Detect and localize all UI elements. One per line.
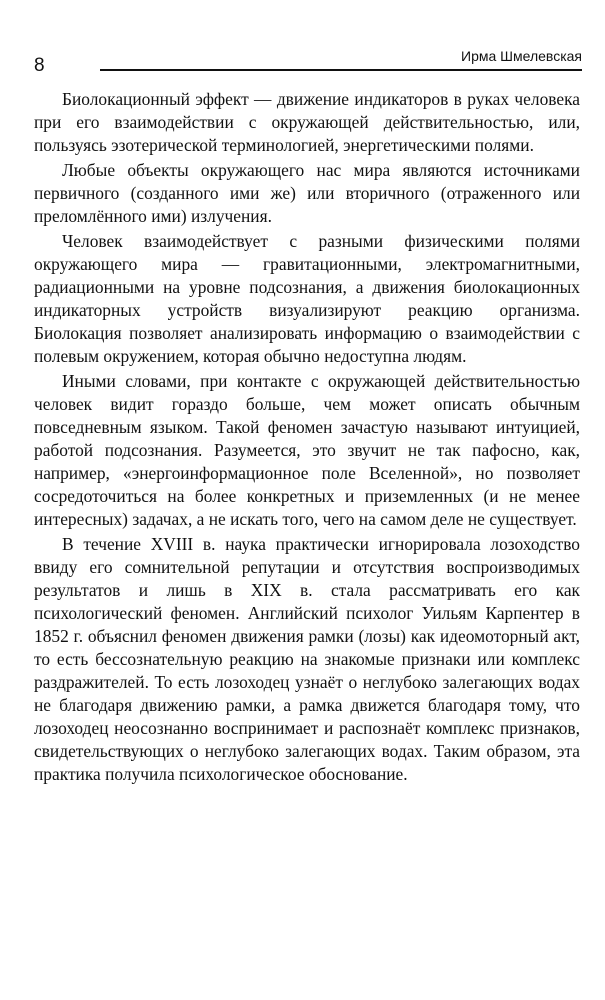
paragraph: Биолокационный эффект — движение индикаторов в руках человека при его взаимодействии с окружающей действительностью, или, пользуясь эзотерической терминологией, энергетическими полями. bbox=[34, 89, 580, 155]
paragraph: Человек взаимодействует с разными физическими полями окружающего мира — гравитационными, электромагнитными, радиационными на уровне подсознания, а движения биолокационных индикаторных устройств визуализируют реакцию организма. Биолокация позволяет анализировать информацию о взаимодействии с полевым окружением, которая обычно недоступна людям. bbox=[34, 231, 580, 366]
body-text bbox=[34, 88, 580, 786]
page-number: 8 bbox=[34, 55, 45, 76]
header-rule bbox=[100, 69, 582, 71]
page-header bbox=[34, 44, 582, 76]
paragraph: Иными словами, при контакте с окружающей действительностью человек видит гораздо больше, чем может описать обычным повседневным языком. Такой феномен зачастую называют интуицией, работой подсознания. Разумеется, это звучит не так пафосно, как, например, «энергоинформационное поле Вселенной», но позволяет сосредоточиться на более конкретных и приземленных (и не менее интересных) задачах, а не искать того, чего на самом деле не существует. bbox=[34, 371, 580, 529]
running-title: Ирма Шмелевская bbox=[455, 48, 582, 64]
paragraph: Любые объекты окружающего нас мира являются источниками первичного (созданного ими же) или вторичного (отраженного или преломлённого ими) излучения. bbox=[34, 160, 580, 226]
paragraph: В течение XVIII в. наука практически игнорировала лозоходство ввиду его сомнительной репутации и отсутствия воспроизводимых результатов и лишь в XIX в. стала рассматривать его как психологический феномен. Английский психолог Уильям Карпентер в 1852 г. объяснил феномен движения рамки (лозы) как идеомоторный акт, то есть бессознательную реакцию на знакомые признаки или комплекс раздражителей. То есть лозоходец узнаёт о неглубоко залегающих водах не благодаря движению рамки, а рамка движется благодаря тому, что лозоходец неосознанно воспринимает и распознаёт комплекс признаков, свидетельствующих о неглубоко залегающих водах. Таким образом, эта практика получила психологическое обоснование. bbox=[34, 534, 580, 784]
